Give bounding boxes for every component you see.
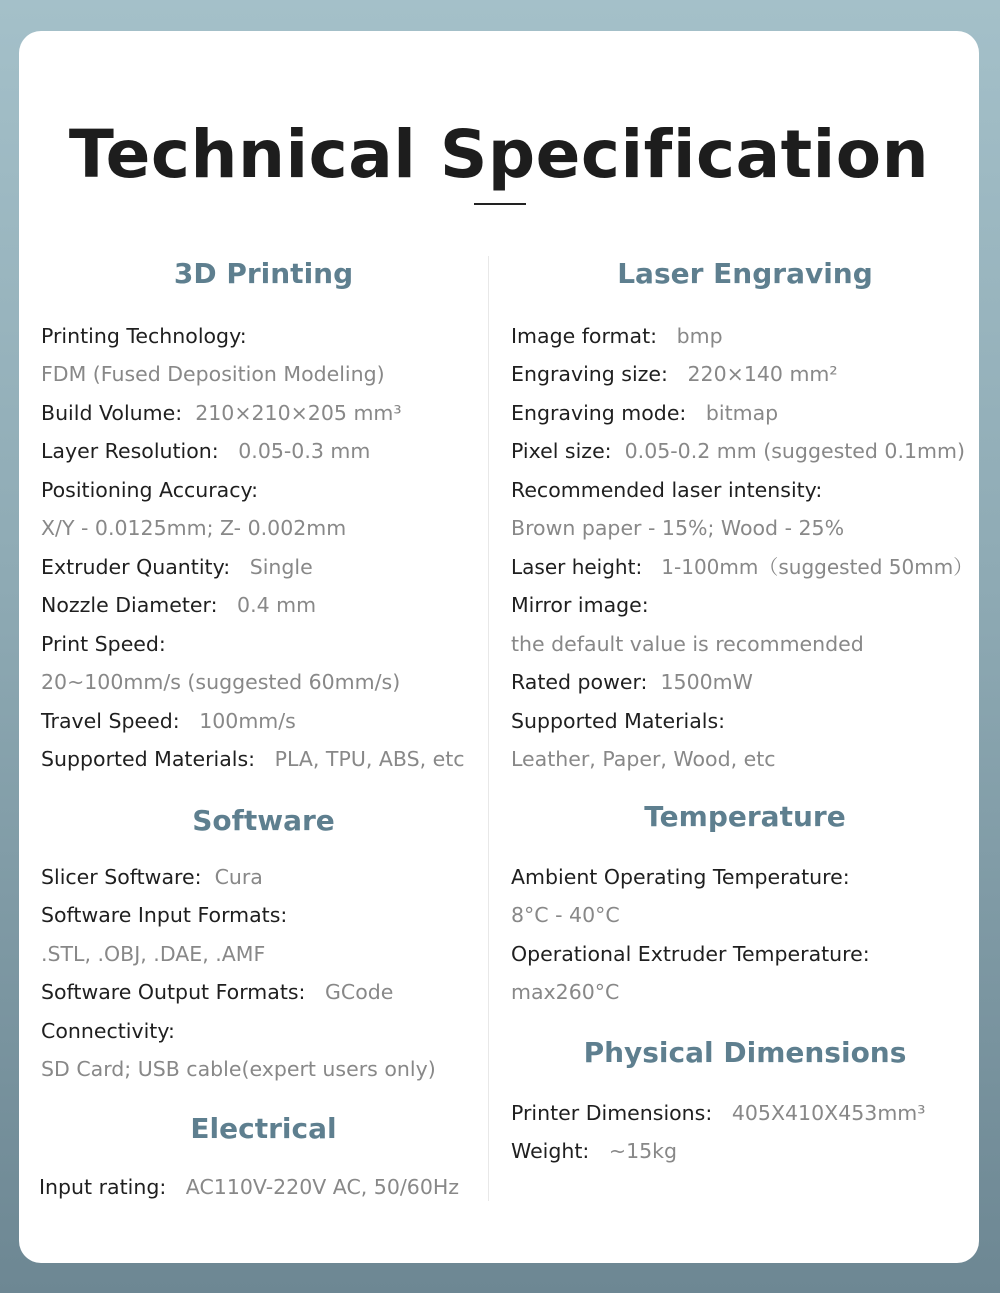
spec-extruder-temperature-label: Operational Extruder Temperature:: [511, 942, 870, 966]
section-title-3d-printing: 3D Printing: [173, 257, 354, 290]
spec-build-volume: Build Volume: 210×210×205 mm³: [41, 401, 402, 425]
section-title-temperature: Temperature: [644, 800, 846, 833]
section-title-electrical: Electrical: [190, 1112, 337, 1145]
spec-engraving-size: Engraving size: 220×140 mm²: [511, 362, 838, 386]
spec-input-rating: Input rating: AC110V-220V AC, 50/60Hz: [39, 1175, 460, 1199]
spec-layer-resolution: Layer Resolution: 0.05-0.3 mm: [41, 439, 371, 463]
spec-output-formats: Software Output Formats: GCode: [41, 980, 394, 1004]
spec-input-formats-label: Software Input Formats:: [41, 903, 288, 927]
spec-laser-height: Laser height: 1-100mm（suggested 50mm）: [511, 555, 974, 579]
section-title-laser-engraving: Laser Engraving: [617, 257, 873, 290]
spec-weight: Weight: ~15kg: [511, 1139, 678, 1163]
spec-positioning-accuracy-value: X/Y - 0.0125mm; Z- 0.002mm: [41, 516, 347, 540]
spec-laser-materials-value: Leather, Paper, Wood, etc: [511, 747, 776, 771]
spec-card: [19, 31, 979, 1263]
spec-positioning-accuracy-label: Positioning Accuracy:: [41, 478, 259, 502]
spec-input-formats-value: .STL, .OBJ, .DAE, .AMF: [41, 942, 266, 966]
spec-laser-intensity-value: Brown paper - 15%; Wood - 25%: [511, 516, 845, 540]
spec-printing-materials: Supported Materials: PLA, TPU, ABS, etc: [41, 747, 465, 771]
spec-printer-dimensions: Printer Dimensions: 405X410X453mm³: [511, 1101, 926, 1125]
spec-extruder-temperature-value: max260°C: [511, 980, 620, 1004]
spec-connectivity-label: Connectivity:: [41, 1019, 175, 1043]
spec-mirror-image-label: Mirror image:: [511, 593, 649, 617]
title-underline: [474, 203, 526, 205]
spec-print-speed-label: Print Speed:: [41, 632, 166, 656]
spec-engraving-mode: Engraving mode: bitmap: [511, 401, 779, 425]
spec-mirror-image-value: the default value is recommended: [511, 632, 864, 656]
spec-extruder-quantity: Extruder Quantity: Single: [41, 555, 313, 579]
column-divider: [488, 256, 489, 1201]
spec-laser-intensity-label: Recommended laser intensity:: [511, 478, 823, 502]
spec-rated-power: Rated power: 1500mW: [511, 670, 753, 694]
spec-slicer-software: Slicer Software: Cura: [41, 865, 263, 889]
section-title-software: Software: [192, 804, 335, 837]
spec-nozzle-diameter: Nozzle Diameter: 0.4 mm: [41, 593, 317, 617]
spec-printing-technology-label: Printing Technology:: [41, 324, 247, 348]
spec-print-speed-value: 20~100mm/s (suggested 60mm/s): [41, 670, 401, 694]
spec-ambient-temperature-value: 8°C - 40°C: [511, 903, 620, 927]
spec-connectivity-value: SD Card; USB cable(expert users only): [41, 1057, 436, 1081]
section-title-physical-dimensions: Physical Dimensions: [583, 1036, 907, 1069]
spec-printing-technology-value: FDM (Fused Deposition Modeling): [41, 362, 385, 386]
spec-travel-speed: Travel Speed: 100mm/s: [41, 709, 296, 733]
spec-pixel-size: Pixel size: 0.05-0.2 mm (suggested 0.1mm): [511, 439, 965, 463]
spec-image-format: Image format: bmp: [511, 324, 723, 348]
page-title: Technical Specification: [68, 116, 930, 193]
spec-laser-materials-label: Supported Materials:: [511, 709, 726, 733]
spec-ambient-temperature-label: Ambient Operating Temperature:: [511, 865, 850, 889]
